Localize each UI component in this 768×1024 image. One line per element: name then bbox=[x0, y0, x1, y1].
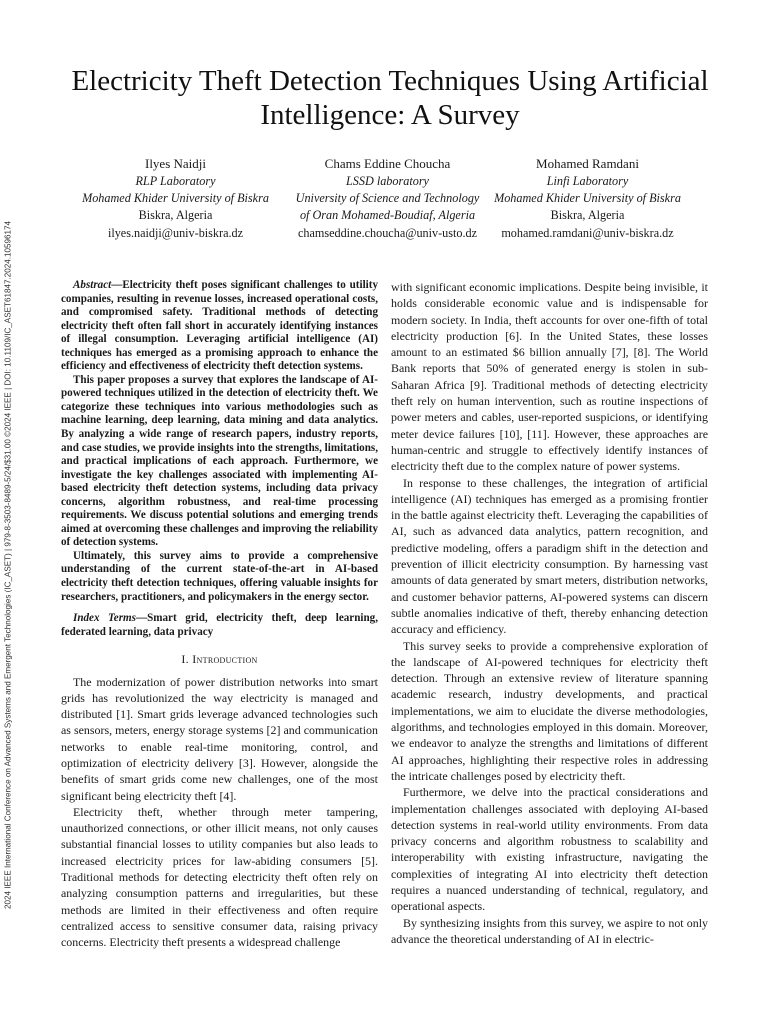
index-terms-label: Index Terms bbox=[73, 612, 136, 625]
author-lab: LSSD laboratory bbox=[346, 174, 429, 188]
author-lab: RLP Laboratory bbox=[135, 174, 216, 188]
ieee-side-note bbox=[2, 160, 14, 970]
right-column bbox=[391, 279, 708, 947]
body-paragraph: This survey seeks to provide a comprehensive exploration of the landscape of AI-powered techniques for electricity theft detection. Through an extensive review of literature spanning academic research, industry developments, and practical implementations, we aim to elucidate the diverse methodologies, algorithms, and technologies employed in this domain. Moreover, we endeavor to analyze the strengths and limitations of different AI approaches, highlighting their respective roles in addressing the intricate challenges posed by electricity theft. bbox=[391, 638, 708, 783]
section-heading-introduction: I. Introduction bbox=[181, 652, 258, 667]
left-column bbox=[61, 279, 378, 951]
author-email: ilyes.naidji@univ-biskra.dz bbox=[107, 225, 244, 240]
body-paragraph: with significant economic implications. Despite being invisible, it holds considerable economic value and is indispensable for modern society. In India, theft accounts for over one-fifth of total electricity production [6]. In the United States, these losses amount to an estimated $6 billion annually [7], [8]. The World Bank reports that 50% of generated energy is stolen in sub-Saharan Africa [9]. Traditional methods of detecting electricity theft rely on human intervention, such as routine inspections of power meters and cables, user-reported suspicions, or identifying meter device failures [10], [11]. However, these approaches are human-centric and struggle to effectively identify instances of electricity theft due to the complex nature of power systems. bbox=[391, 280, 708, 474]
author-affiliation: Mohamed Khider University of Biskra bbox=[494, 191, 681, 206]
abstract-label: Abstract bbox=[73, 279, 112, 291]
author-name: Chams Eddine Choucha bbox=[324, 156, 451, 171]
index-terms: Index Terms—Smart grid, electricity theft, deep learning, federated learning, data privacy bbox=[61, 612, 378, 638]
paper-title: Electricity Theft Detection Techniques Using Artificial Intelligence: A Survey bbox=[71, 65, 709, 131]
author-location: Biskra, Algeria bbox=[550, 208, 625, 223]
author-3 bbox=[480, 155, 695, 242]
body-paragraph: Furthermore, we delve into the practical considerations and implementation challenges associated with deploying AI-based detection systems in real-world utility environments. From data privacy concerns and algorithm robustness to scalability and interoperability with existing infrastructure, navigating the complexities of integrating AI into electricity theft detection requires a nuanced understanding of technical, regulatory, and operational aspects. bbox=[391, 785, 708, 914]
body-paragraph: Electricity theft, whether through meter tampering, unauthorized connections, or other illicit means, not only causes substantial financial losses to utility companies but also leads to increased electricity prices for law-abiding consumers [5]. Traditional methods for detecting electricity theft often rely on analyzing consumption patterns and irregularities, but these methods are limited in their effectiveness and often require centralized access to sensitive consumer data, raising privacy concerns. Electricity theft presents a widespread challenge bbox=[61, 804, 378, 950]
author-name: Ilyes Naidji bbox=[144, 156, 206, 171]
author-affiliation: University of Science and Technology bbox=[295, 191, 480, 206]
author-lab: Linfi Laboratory bbox=[546, 174, 629, 188]
body-paragraph: In response to these challenges, the integration of artificial intelligence (AI) techniques has emerged as a promising frontier in the battle against electricity theft. Leveraging the capabilities of AI, such as advanced data analytics, pattern recognition, and predictive modeling, offers a paradigm shift in the detection and prevention of illicit electricity consumption. By harnessing vast amounts of data generated by smart meters, distribution networks, and customer behavior patterns, AI-powered systems can discern subtle anomalies indicative of theft, thereby enhancing detection accuracy and efficiency. bbox=[391, 475, 708, 637]
side-note-text: 2024 IEEE International Conference on Advanced Systems and Emergent Technologies (IC_ASET) | 979-8-3503-8489-5/24/$31.00 ©2024 IEEE | DOI: 10.1109/IC_ASET61847.2024.10596174 bbox=[3, 221, 13, 909]
author-email: chamseddine.choucha@univ-usto.dz bbox=[297, 225, 478, 240]
author-affiliation: of Oran Mohamed-Boudiaf, Algeria bbox=[299, 208, 476, 223]
author-affiliation: Mohamed Khider University of Biskra bbox=[82, 191, 269, 206]
author-email: mohamed.ramdani@univ-biskra.dz bbox=[501, 225, 674, 240]
body-paragraph: By synthesizing insights from this survey, we aspire to not only advance the theoretical understanding of AI in electric- bbox=[391, 915, 708, 946]
abstract-paragraph: Abstract—Electricity theft poses significant challenges to utility companies, resulting in revenue losses, increased operational costs, and compromised safety. Traditional methods of detecting electricity theft often fall short in accurately identifying instances of illegal consumption. Leveraging artificial intelligence (AI) techniques has emerged as a promising approach to enhance the efficiency and effectiveness of electricity theft detection systems. bbox=[61, 279, 378, 373]
body-paragraph: The modernization of power distribution networks into smart grids has revolutionized the way electricity is managed and distributed [1]. Smart grids leverage advanced technologies such as sensors, meters, energy storage systems [2] and communication networks to enable real-time monitoring, control, and optimization of electricity delivery [3]. However, alongside the benefits of smart grids come new challenges, one of the most significant being electricity theft [4]. bbox=[61, 674, 378, 803]
author-location: Biskra, Algeria bbox=[138, 208, 213, 223]
author-2 bbox=[280, 155, 495, 242]
author-name: Mohamed Ramdani bbox=[536, 156, 639, 171]
author-1 bbox=[68, 155, 283, 242]
abstract bbox=[61, 279, 378, 604]
abstract-paragraph: This paper proposes a survey that explores the landscape of AI-powered techniques utilized in the detection of electricity theft. We categorize these techniques into various methodologies such as machine learning, deep learning, data mining and data analytics. By analyzing a wide range of research papers, industry reports, and case studies, we provide insights into the strengths, limitations, and practical implications of each approach. Furthermore, we investigate the key challenges associated with implementing AI-based electricity theft detection systems, including data privacy concerns, algorithm robustness, and real-time processing requirements. We discuss potential solutions and emerging trends aimed at overcoming these challenges and improving the reliability of detection systems. bbox=[61, 373, 378, 549]
abstract-paragraph: Ultimately, this survey aims to provide a comprehensive understanding of the current state-of-the-art in AI-based electricity theft detection techniques, offering valuable insights for researchers, practitioners, and policymakers in the energy sector. bbox=[61, 549, 378, 603]
